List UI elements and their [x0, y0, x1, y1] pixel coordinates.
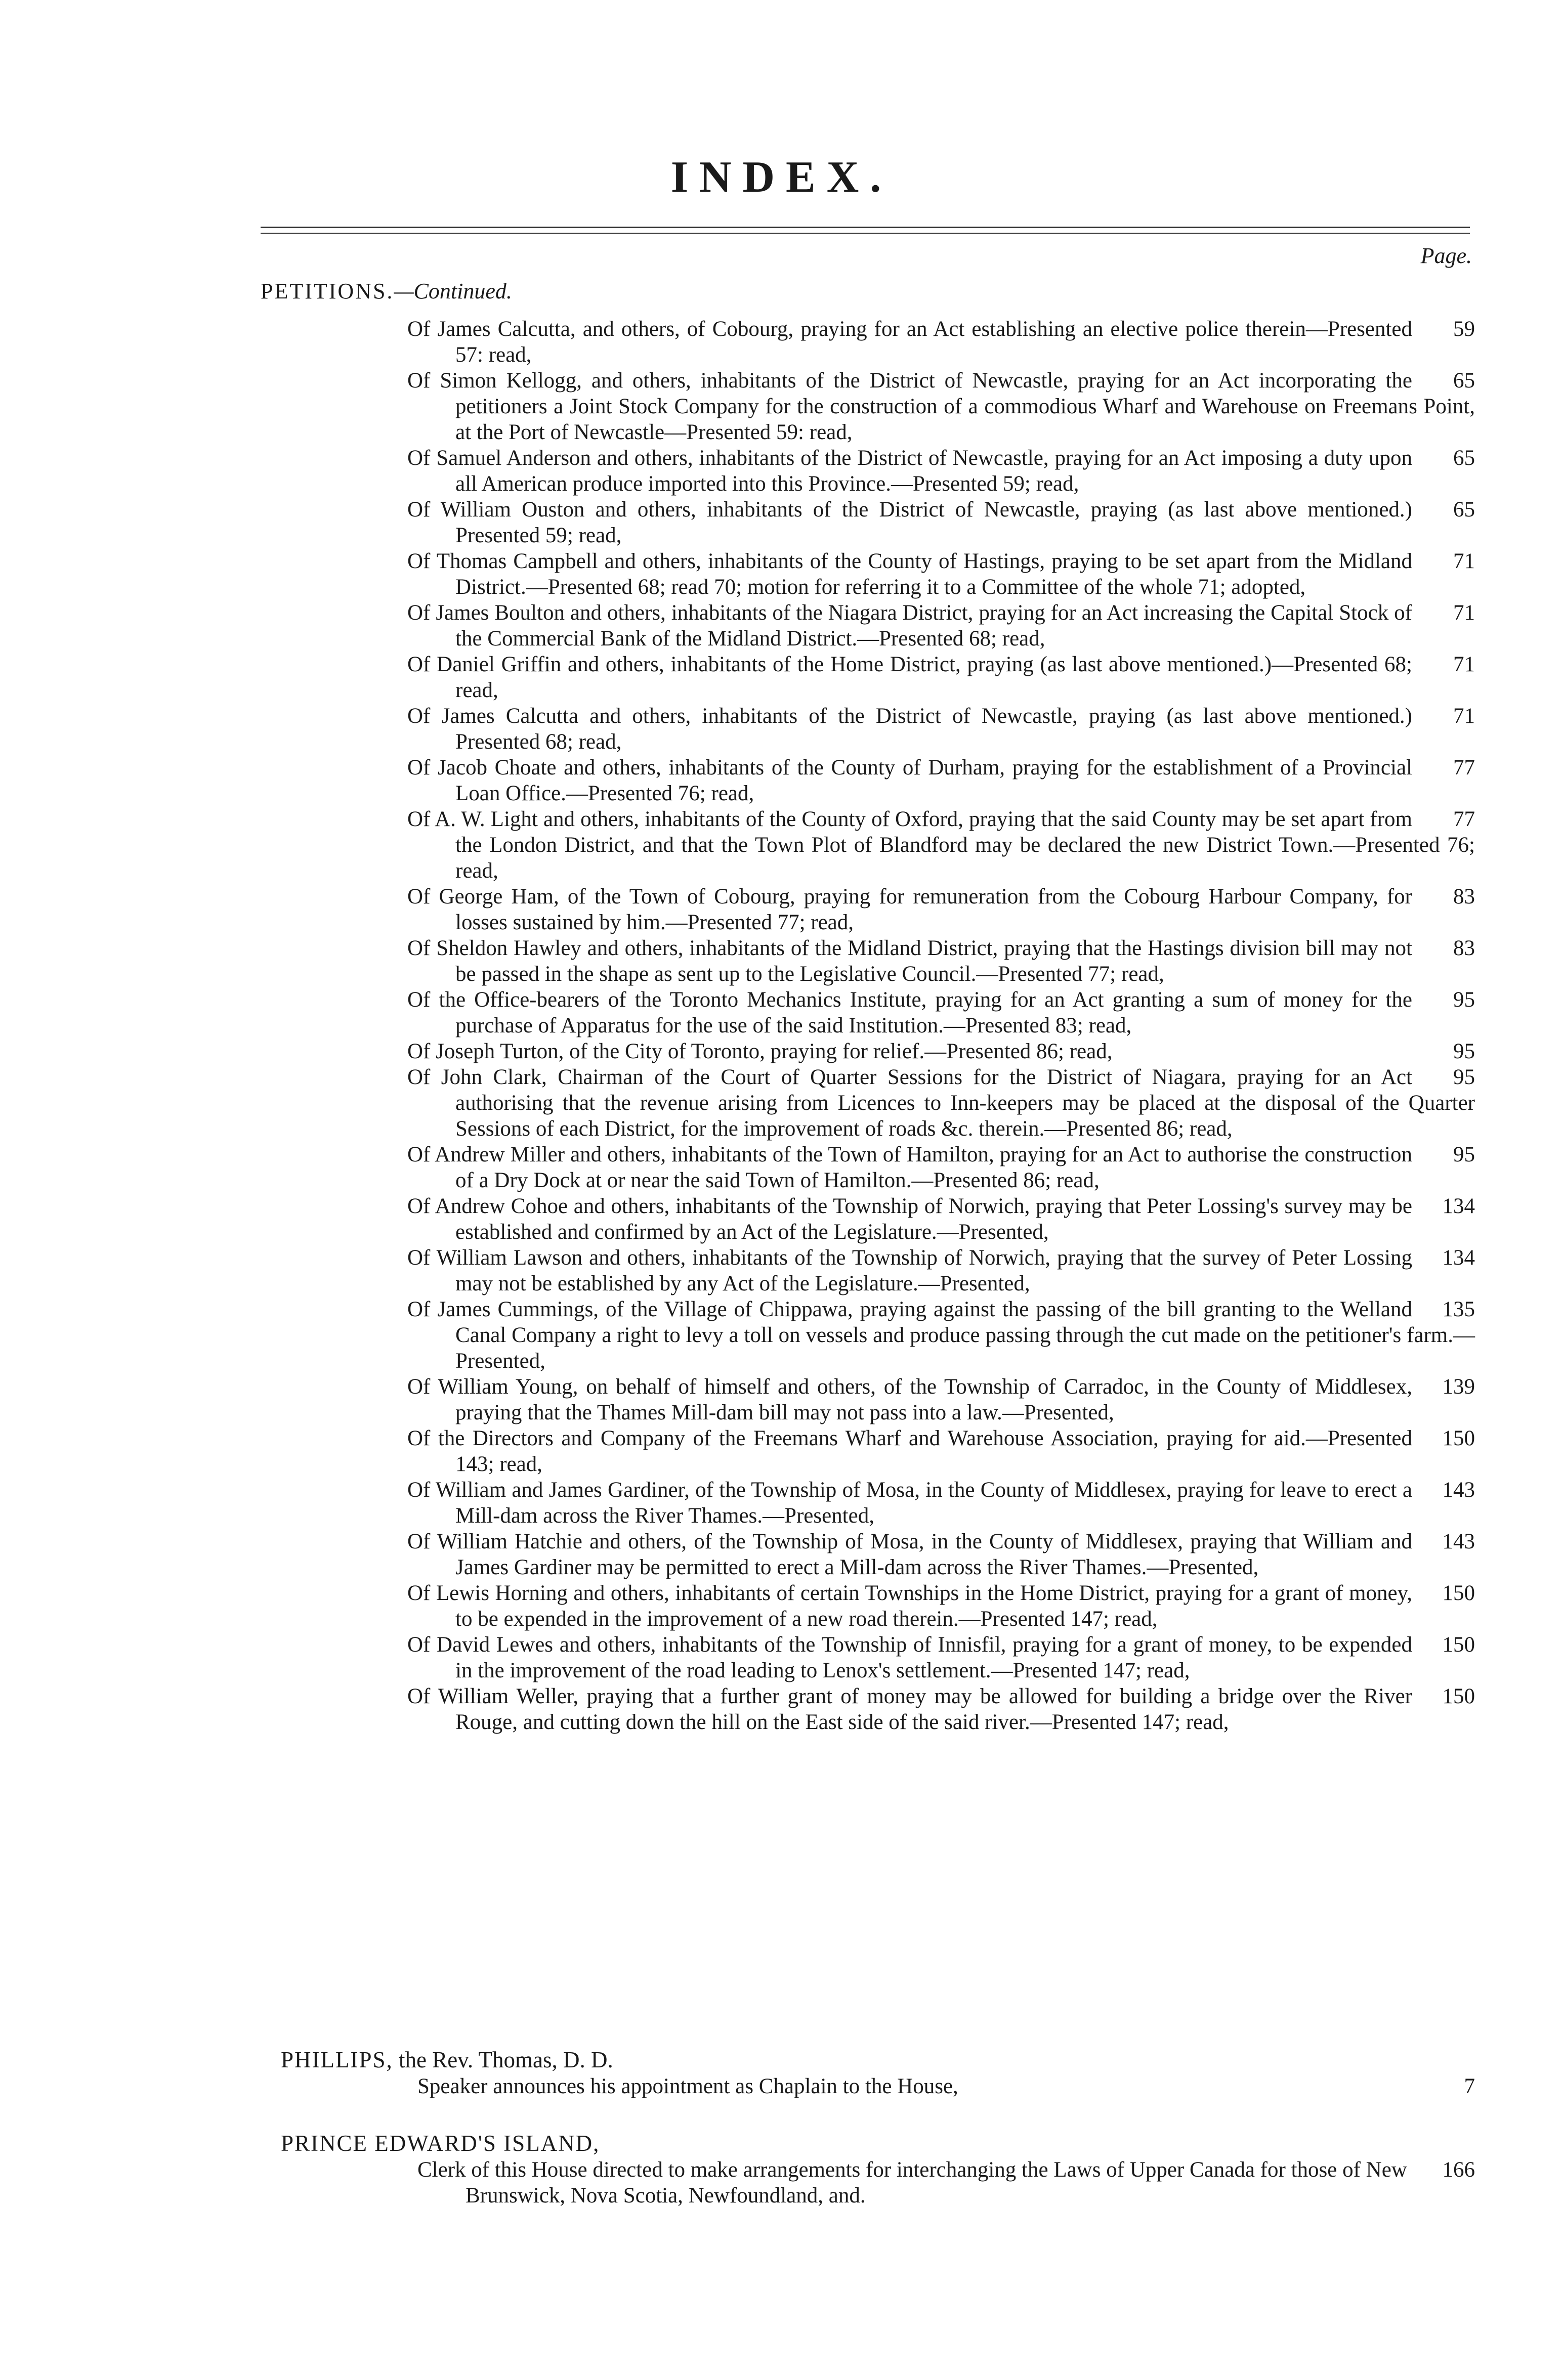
entry-text: Of A. W. Light and others, inhabitants of the County of Oxford, praying that the said County may be set apart from the London District, and that the Town Plot of Blandford may be declared the new District Town.—Presented 76; read, — [407, 807, 1475, 883]
index-entry — [407, 1425, 1475, 1477]
page-column-label: Page. — [1420, 243, 1472, 268]
entry-text: Of James Calcutta, and others, of Cobourg, praying for an Act establishing an elective police therein—Presented 57: read, — [407, 317, 1412, 367]
index-entry — [407, 1477, 1475, 1529]
entry-text: Of Lewis Horning and others, inhabitants of certain Townships in the Home District, praying for a grant of money, to be expended in the improvement of a new road therein.—Presented 147; read, — [407, 1581, 1412, 1631]
index-entry — [407, 652, 1475, 703]
entry-text: Of William and James Gardiner, of the Township of Mosa, in the County of Middlesex, praying for leave to erect a Mill-dam across the River Thames.—Presented, — [407, 1478, 1412, 1528]
entry-text: Of David Lewes and others, inhabitants of the Township of Innisfil, praying for a grant of money, to be expended in the improvement of the road leading to Lenox's settlement.—Presented 147; read, — [407, 1633, 1412, 1682]
index-entry — [407, 1038, 1475, 1064]
index-entry — [407, 703, 1475, 755]
index-entry — [407, 1142, 1475, 1193]
entry-text: Of William Lawson and others, inhabitants of the Township of Norwich, praying that the survey of Peter Lossing may not be established by any Act of the Legislature.—Presented, — [407, 1246, 1412, 1295]
entry-text: Of Thomas Campbell and others, inhabitants of the County of Hastings, praying to be set apart from the Midland District.—Presented 68; read 70; motion for referring it to a Committee of the whole 71; adopted, — [407, 549, 1412, 599]
entry-text: Speaker announces his appointment as Chaplain to the House, — [417, 2074, 958, 2098]
index-entry — [407, 884, 1475, 935]
entry-page: 134 — [1442, 1194, 1475, 1218]
petition-entries — [407, 316, 1475, 1735]
section-heading-phillips — [281, 2046, 1475, 2073]
entry-page: 95 — [1453, 1040, 1475, 1063]
heading-name: PHILLIPS, — [281, 2047, 393, 2072]
index-entry — [417, 2073, 1475, 2099]
entry-text: Of the Directors and Company of the Freemans Wharf and Warehouse Association, praying for aid.—Presented 143; read, — [407, 1426, 1412, 1476]
index-entry — [407, 1632, 1475, 1683]
entry-page: 150 — [1442, 1581, 1475, 1605]
entry-page: 95 — [1453, 1143, 1475, 1166]
index-entry — [407, 1580, 1475, 1632]
index-entry — [407, 1245, 1475, 1296]
entry-text: Of Sheldon Hawley and others, inhabitants of the Midland District, praying that the Hastings division bill may not be passed in the shape as sent up to the Legislative Council.—Presented 77; read, — [407, 936, 1412, 986]
entry-text: Of Samuel Anderson and others, inhabitants of the District of Newcastle, praying for an Act imposing a duty upon all American produce imported into this Province.—Presented 59; read, — [407, 446, 1412, 496]
entry-text: Of James Cummings, of the Village of Chippawa, praying against the passing of the bill granting to the Welland Canal Company a right to levy a toll on vessels and produce passing through the cut made on the petitioner's farm.—Presented, — [407, 1297, 1475, 1373]
entry-page: 150 — [1442, 1426, 1475, 1450]
entry-page: 139 — [1442, 1375, 1475, 1399]
section-heading-prince-edwards-island: PRINCE EDWARD'S ISLAND, — [281, 2131, 600, 2156]
entry-page: 150 — [1442, 1633, 1475, 1657]
entry-page: 65 — [1453, 369, 1475, 393]
entry-page: 95 — [1453, 1065, 1475, 1089]
entry-page: 71 — [1453, 653, 1475, 676]
entry-page: 143 — [1442, 1530, 1475, 1553]
header-rule — [261, 227, 1470, 228]
index-entry — [407, 368, 1475, 445]
header-rule-thin — [261, 233, 1470, 234]
entry-page: 135 — [1442, 1297, 1475, 1321]
entry-text: Of James Boulton and others, inhabitants of the Niagara District, praying for an Act increasing the Capital Stock of the Commercial Bank of the Midland District.—Presented 68; read, — [407, 601, 1412, 651]
index-entry — [407, 935, 1475, 987]
entry-text: Of the Office-bearers of the Toronto Mechanics Institute, praying for an Act granting a sum of money for the purchase of Apparatus for the use of the said Institution.—Presented 83; read, — [407, 988, 1412, 1037]
entry-page: 150 — [1442, 1684, 1475, 1708]
index-entry — [407, 1683, 1475, 1735]
entry-page: 59 — [1453, 317, 1475, 341]
entry-text: Of George Ham, of the Town of Cobourg, praying for remuneration from the Cobourg Harbour Company, for losses sustained by him.—Presented 77; read, — [407, 885, 1412, 934]
entry-page: 7 — [1464, 2074, 1475, 2098]
index-entry — [407, 1374, 1475, 1425]
index-entry — [407, 316, 1475, 368]
entry-text: Of Simon Kellogg, and others, inhabitants of the District of Newcastle, praying for an Act incorporating the petitioners a Joint Stock Company for the construction of a commodious Wharf and Warehouse on Freemans Point, at the Port of Newcastle—Presented 59: read, — [407, 369, 1475, 444]
entry-page: 65 — [1453, 498, 1475, 522]
index-entry — [407, 806, 1475, 884]
entry-text: Of William Hatchie and others, of the Township of Mosa, in the County of Middlesex, praying that William and James Gardiner may be permitted to erect a Mill-dam across the River Thames.—Presented, — [407, 1530, 1412, 1579]
entry-text: Of William Weller, praying that a further grant of money may be allowed for building a bridge over the River Rouge, and cutting down the hill on the East side of the said river.—Presented 147; read, — [407, 1684, 1412, 1734]
entry-text: Of John Clark, Chairman of the Court of Quarter Sessions for the District of Niagara, praying for an Act authorising that the revenue arising from Licences to Inn-keepers may be placed at the disposal of the Quarter Sessions of each District, for the improvement of roads &c. therein.—Presented 86; read, — [407, 1065, 1475, 1141]
section-prince-edwards-island — [281, 2130, 1475, 2209]
page-title: INDEX. — [670, 153, 893, 202]
entry-page: 83 — [1453, 936, 1475, 960]
index-entry — [407, 755, 1475, 806]
index-entry — [407, 1529, 1475, 1580]
entry-text: Of Joseph Turton, of the City of Toronto, praying for relief.—Presented 86; read, — [407, 1040, 1113, 1063]
continued-label: —Continued. — [394, 279, 512, 304]
entry-text: Of Jacob Choate and others, inhabitants of the County of Durham, praying for the establishment of a Provincial Loan Office.—Presented 76; read, — [407, 756, 1412, 805]
section-phillips — [281, 2046, 1475, 2099]
entry-text: Of William Young, on behalf of himself and others, of the Township of Carradoc, in the County of Middlesex, praying that the Thames Mill-dam bill may not pass into a law.—Presented, — [407, 1375, 1412, 1424]
entry-page: 65 — [1453, 446, 1475, 470]
entry-text: Of Andrew Cohoe and others, inhabitants of the Township of Norwich, praying that Peter Lossing's survey may be established and confirmed by an Act of the Legislature.—Presented, — [407, 1194, 1412, 1244]
entry-page: 166 — [1442, 2158, 1475, 2182]
index-entry — [407, 1296, 1475, 1374]
index-entry — [407, 548, 1475, 600]
section-heading-text: PETITIONS. — [261, 279, 394, 304]
index-entry — [407, 600, 1475, 652]
entry-page: 95 — [1453, 988, 1475, 1012]
entry-page: 77 — [1453, 807, 1475, 831]
entry-text: Of Daniel Griffin and others, inhabitants of the Home District, praying (as last above mentioned.)—Presented 68; read, — [407, 653, 1412, 702]
entry-page: 134 — [1442, 1246, 1475, 1270]
index-entry — [417, 2157, 1475, 2209]
entry-text: Clerk of this House directed to make arrangements for interchanging the Laws of Upper Canada for those of New Brunswick, Nova Scotia, Newfoundland, and. — [417, 2158, 1407, 2208]
entry-text: Of Andrew Miller and others, inhabitants of the Town of Hamilton, praying for an Act to authorise the construction of a Dry Dock at or near the said Town of Hamilton.—Presented 86; read, — [407, 1143, 1412, 1192]
entry-page: 71 — [1453, 549, 1475, 573]
index-entry — [407, 497, 1475, 548]
section-heading-petitions — [261, 278, 512, 304]
entry-text: Of William Ouston and others, inhabitants of the District of Newcastle, praying (as last above mentioned.) Presented 59; read, — [407, 498, 1412, 547]
entry-page: 71 — [1453, 601, 1475, 625]
entry-page: 83 — [1453, 885, 1475, 908]
entry-text: Of James Calcutta and others, inhabitants of the District of Newcastle, praying (as last above mentioned.) Presented 68; read, — [407, 704, 1412, 754]
entry-page: 143 — [1442, 1478, 1475, 1502]
heading-rest: the Rev. Thomas, D. D. — [393, 2047, 613, 2072]
index-entry — [407, 1064, 1475, 1142]
index-entry — [407, 1193, 1475, 1245]
index-entry — [407, 987, 1475, 1038]
entry-page: 71 — [1453, 704, 1475, 728]
entry-page: 77 — [1453, 756, 1475, 780]
index-entry — [407, 445, 1475, 497]
